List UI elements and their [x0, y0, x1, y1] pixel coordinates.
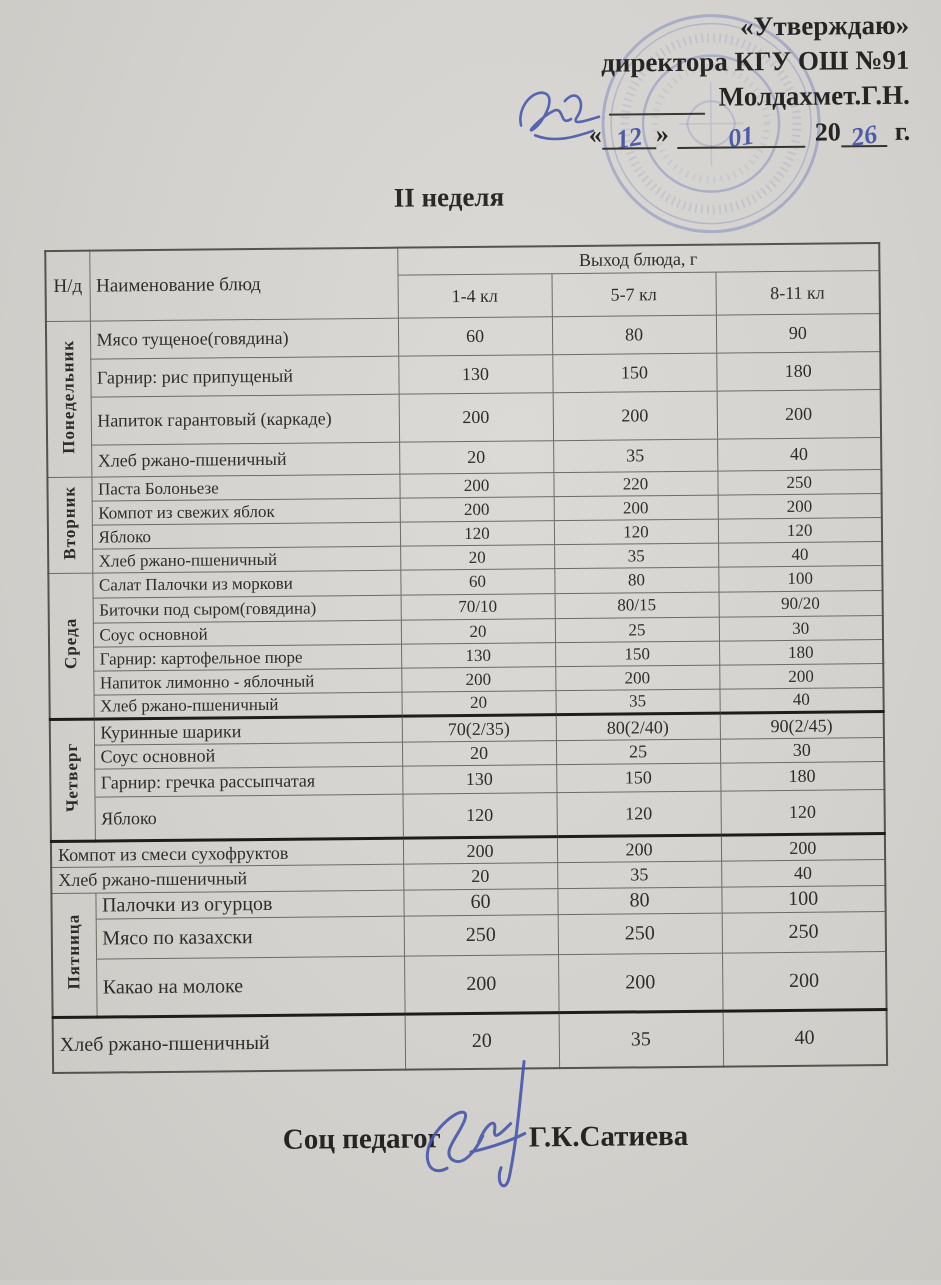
col-header-nd: Н/д — [45, 251, 90, 322]
menu-row — [47, 390, 881, 446]
portion-cell: 130 — [398, 355, 552, 394]
handwritten-month: 01 — [725, 120, 756, 154]
col-header-portion-group: Выход блюда, г — [397, 243, 879, 275]
portion-cell: 120 — [718, 518, 882, 544]
menu-table — [44, 242, 888, 1073]
dish-name-cell: Напиток гарантовый (каркаде) — [91, 394, 399, 445]
portion-cell: 20 — [401, 691, 555, 716]
pedagog-signature-ink — [412, 1055, 553, 1196]
dish-name-cell: Паста Болоньезе — [91, 474, 399, 501]
director-signature-ink — [515, 76, 646, 157]
dish-name-cell: Соус основной — [93, 620, 401, 647]
portion-cell: 35 — [553, 439, 717, 473]
date-open-quote: « — [588, 119, 602, 149]
dish-name-cell: Хлеб ржано-пшеничный — [94, 692, 402, 719]
portion-cell: 200 — [717, 390, 881, 440]
day-label-cell — [50, 719, 95, 841]
portion-cell: 200 — [722, 952, 887, 1012]
col-header-grades-5-7: 5-7 кл — [551, 272, 715, 317]
dish-name-cell: Яблоко — [92, 522, 400, 549]
portion-cell: 200 — [719, 664, 883, 690]
portion-cell: 25 — [555, 617, 719, 643]
day-label: Четверг — [62, 743, 82, 813]
portion-cell: 40 — [719, 688, 883, 714]
portion-cell: 70(2/35) — [402, 715, 556, 742]
portion-cell: 100 — [718, 566, 882, 593]
portion-cell: 130 — [402, 765, 556, 794]
dish-name-cell: Гарнир: гречка рассыпчатая — [94, 766, 402, 797]
portion-cell: 120 — [554, 519, 718, 545]
portion-cell: 200 — [555, 665, 719, 691]
dish-name-cell: Биточки под сыром(говядина) — [93, 595, 401, 623]
dish-name-cell: Хлеб ржано-пшеничный — [91, 442, 399, 477]
day-label: Среда — [61, 617, 81, 670]
portion-cell: 200 — [400, 497, 554, 522]
dish-name-cell: Мясо по казахски — [96, 916, 404, 959]
portion-cell: 90(2/45) — [720, 712, 884, 740]
portion-cell: 20 — [400, 545, 554, 570]
portion-cell: 120 — [400, 521, 554, 546]
portion-cell: 200 — [401, 667, 555, 692]
footer-role-label: Соц педагог — [282, 1122, 441, 1156]
portion-cell: 30 — [720, 738, 884, 764]
portion-cell: 200 — [403, 837, 557, 864]
portion-cell: 200 — [558, 953, 723, 1013]
portion-cell: 35 — [559, 1011, 724, 1068]
portion-cell: 80 — [552, 315, 716, 355]
portion-cell: 150 — [556, 763, 720, 793]
portion-cell: 250 — [558, 913, 722, 955]
portion-cell: 60 — [403, 889, 557, 916]
portion-cell: 100 — [721, 886, 885, 914]
dish-name-cell: Палочки из огурцов — [95, 890, 403, 919]
day-label: Понедельник — [58, 339, 79, 454]
director-line: директора КГУ ОШ №91 — [601, 44, 910, 78]
portion-cell: 220 — [553, 471, 717, 497]
portion-cell: 20 — [399, 441, 553, 474]
portion-cell: 90/20 — [719, 591, 883, 618]
day-label-cell — [47, 477, 92, 573]
handwritten-day: 12 — [613, 121, 644, 155]
portion-cell: 30 — [719, 616, 883, 642]
footer-signed-by: Г.К.Сатиева — [528, 1119, 689, 1154]
dish-name-cell: Хлеб ржано-пшеничный — [51, 864, 403, 893]
dish-name-cell: Яблоко — [94, 794, 402, 841]
portion-cell: 35 — [557, 861, 721, 889]
portion-cell: 200 — [721, 834, 885, 862]
dish-name-cell: Компот из свежих яблок — [92, 498, 400, 525]
portion-cell: 200 — [404, 955, 559, 1014]
portion-cell: 40 — [723, 1010, 888, 1067]
handwritten-year: 26 — [848, 119, 879, 153]
portion-cell: 20 — [403, 863, 557, 890]
col-header-dish-name: Наименование блюд — [89, 248, 398, 321]
director-name: Молдахмет.Г.Н. — [718, 79, 910, 112]
portion-cell: 80 — [557, 887, 721, 915]
portion-cell: 25 — [556, 739, 720, 765]
dish-name-cell: Какао на молоке — [96, 956, 405, 1017]
portion-cell: 250 — [404, 915, 558, 956]
portion-cell: 40 — [721, 860, 885, 888]
week-title: II неделя — [393, 181, 505, 213]
menu-row — [52, 952, 887, 1018]
portion-cell: 250 — [722, 912, 886, 954]
portion-cell: 70/10 — [401, 594, 555, 620]
portion-cell: 200 — [399, 473, 553, 498]
dish-name-cell: Напиток лимонно - яблочный — [93, 668, 401, 695]
portion-cell: 200 — [399, 393, 553, 442]
dish-name-cell: Соус основной — [94, 742, 402, 769]
portion-cell: 200 — [554, 495, 718, 521]
portion-cell: 150 — [552, 353, 716, 393]
portion-cell: 250 — [717, 470, 881, 496]
dish-name-cell: Салат Палочки из моркови — [92, 570, 400, 598]
date-year-blank — [841, 119, 887, 153]
dish-name-cell: Гарнир: картофельное пюре — [93, 644, 401, 671]
portion-cell: 130 — [401, 643, 555, 668]
portion-cell: 180 — [719, 640, 883, 666]
portion-cell: 60 — [398, 317, 552, 356]
portion-cell: 35 — [555, 689, 719, 715]
portion-cell: 180 — [720, 762, 884, 792]
approve-title: «Утверждаю» — [739, 9, 910, 42]
col-header-grades-1-4: 1-4 кл — [397, 274, 551, 318]
portion-cell: 200 — [553, 391, 717, 441]
year-prefix: 20 — [814, 117, 841, 147]
dish-name-cell: Хлеб ржано-пшеничный — [53, 1014, 406, 1072]
day-label: Пятница — [63, 913, 84, 990]
portion-cell: 90 — [716, 314, 880, 354]
portion-cell: 120 — [402, 793, 556, 838]
portion-cell: 20 — [401, 619, 555, 644]
portion-cell: 180 — [716, 352, 880, 392]
day-label-cell — [51, 893, 96, 1017]
dish-name-cell: Мясо тущеное(говядина) — [90, 318, 398, 359]
day-label: Вторник — [59, 485, 80, 560]
portion-cell: 80/15 — [555, 592, 719, 619]
portion-cell: 35 — [554, 543, 718, 569]
date-month-blank — [677, 120, 805, 154]
dish-name-cell: Гарнир: рис припущеный — [90, 356, 398, 397]
portion-cell: 40 — [717, 438, 881, 472]
portion-cell: 20 — [405, 1013, 560, 1069]
portion-cell: 200 — [718, 494, 882, 520]
portion-cell: 80(2/40) — [556, 713, 720, 741]
portion-cell: 40 — [718, 542, 882, 568]
menu-table-body — [46, 314, 887, 1073]
portion-cell: 60 — [400, 569, 554, 595]
portion-cell: 120 — [556, 791, 720, 837]
date-close-quote: » — [655, 119, 669, 149]
day-label-cell — [48, 573, 93, 719]
portion-cell: 200 — [557, 835, 721, 863]
date-suffix: г. — [894, 116, 911, 146]
dish-name-cell: Куринные шарики — [94, 716, 402, 745]
portion-cell: 80 — [554, 567, 718, 594]
portion-cell: 150 — [555, 641, 719, 667]
col-header-grades-8-11: 8-11 кл — [715, 271, 879, 316]
day-label-cell — [46, 321, 91, 477]
portion-cell: 20 — [402, 741, 556, 766]
portion-cell: 120 — [720, 790, 884, 836]
dish-name-cell: Компот из смеси сухофруктов — [51, 838, 403, 867]
dish-name-cell: Хлеб ржано-пшеничный — [92, 546, 400, 573]
